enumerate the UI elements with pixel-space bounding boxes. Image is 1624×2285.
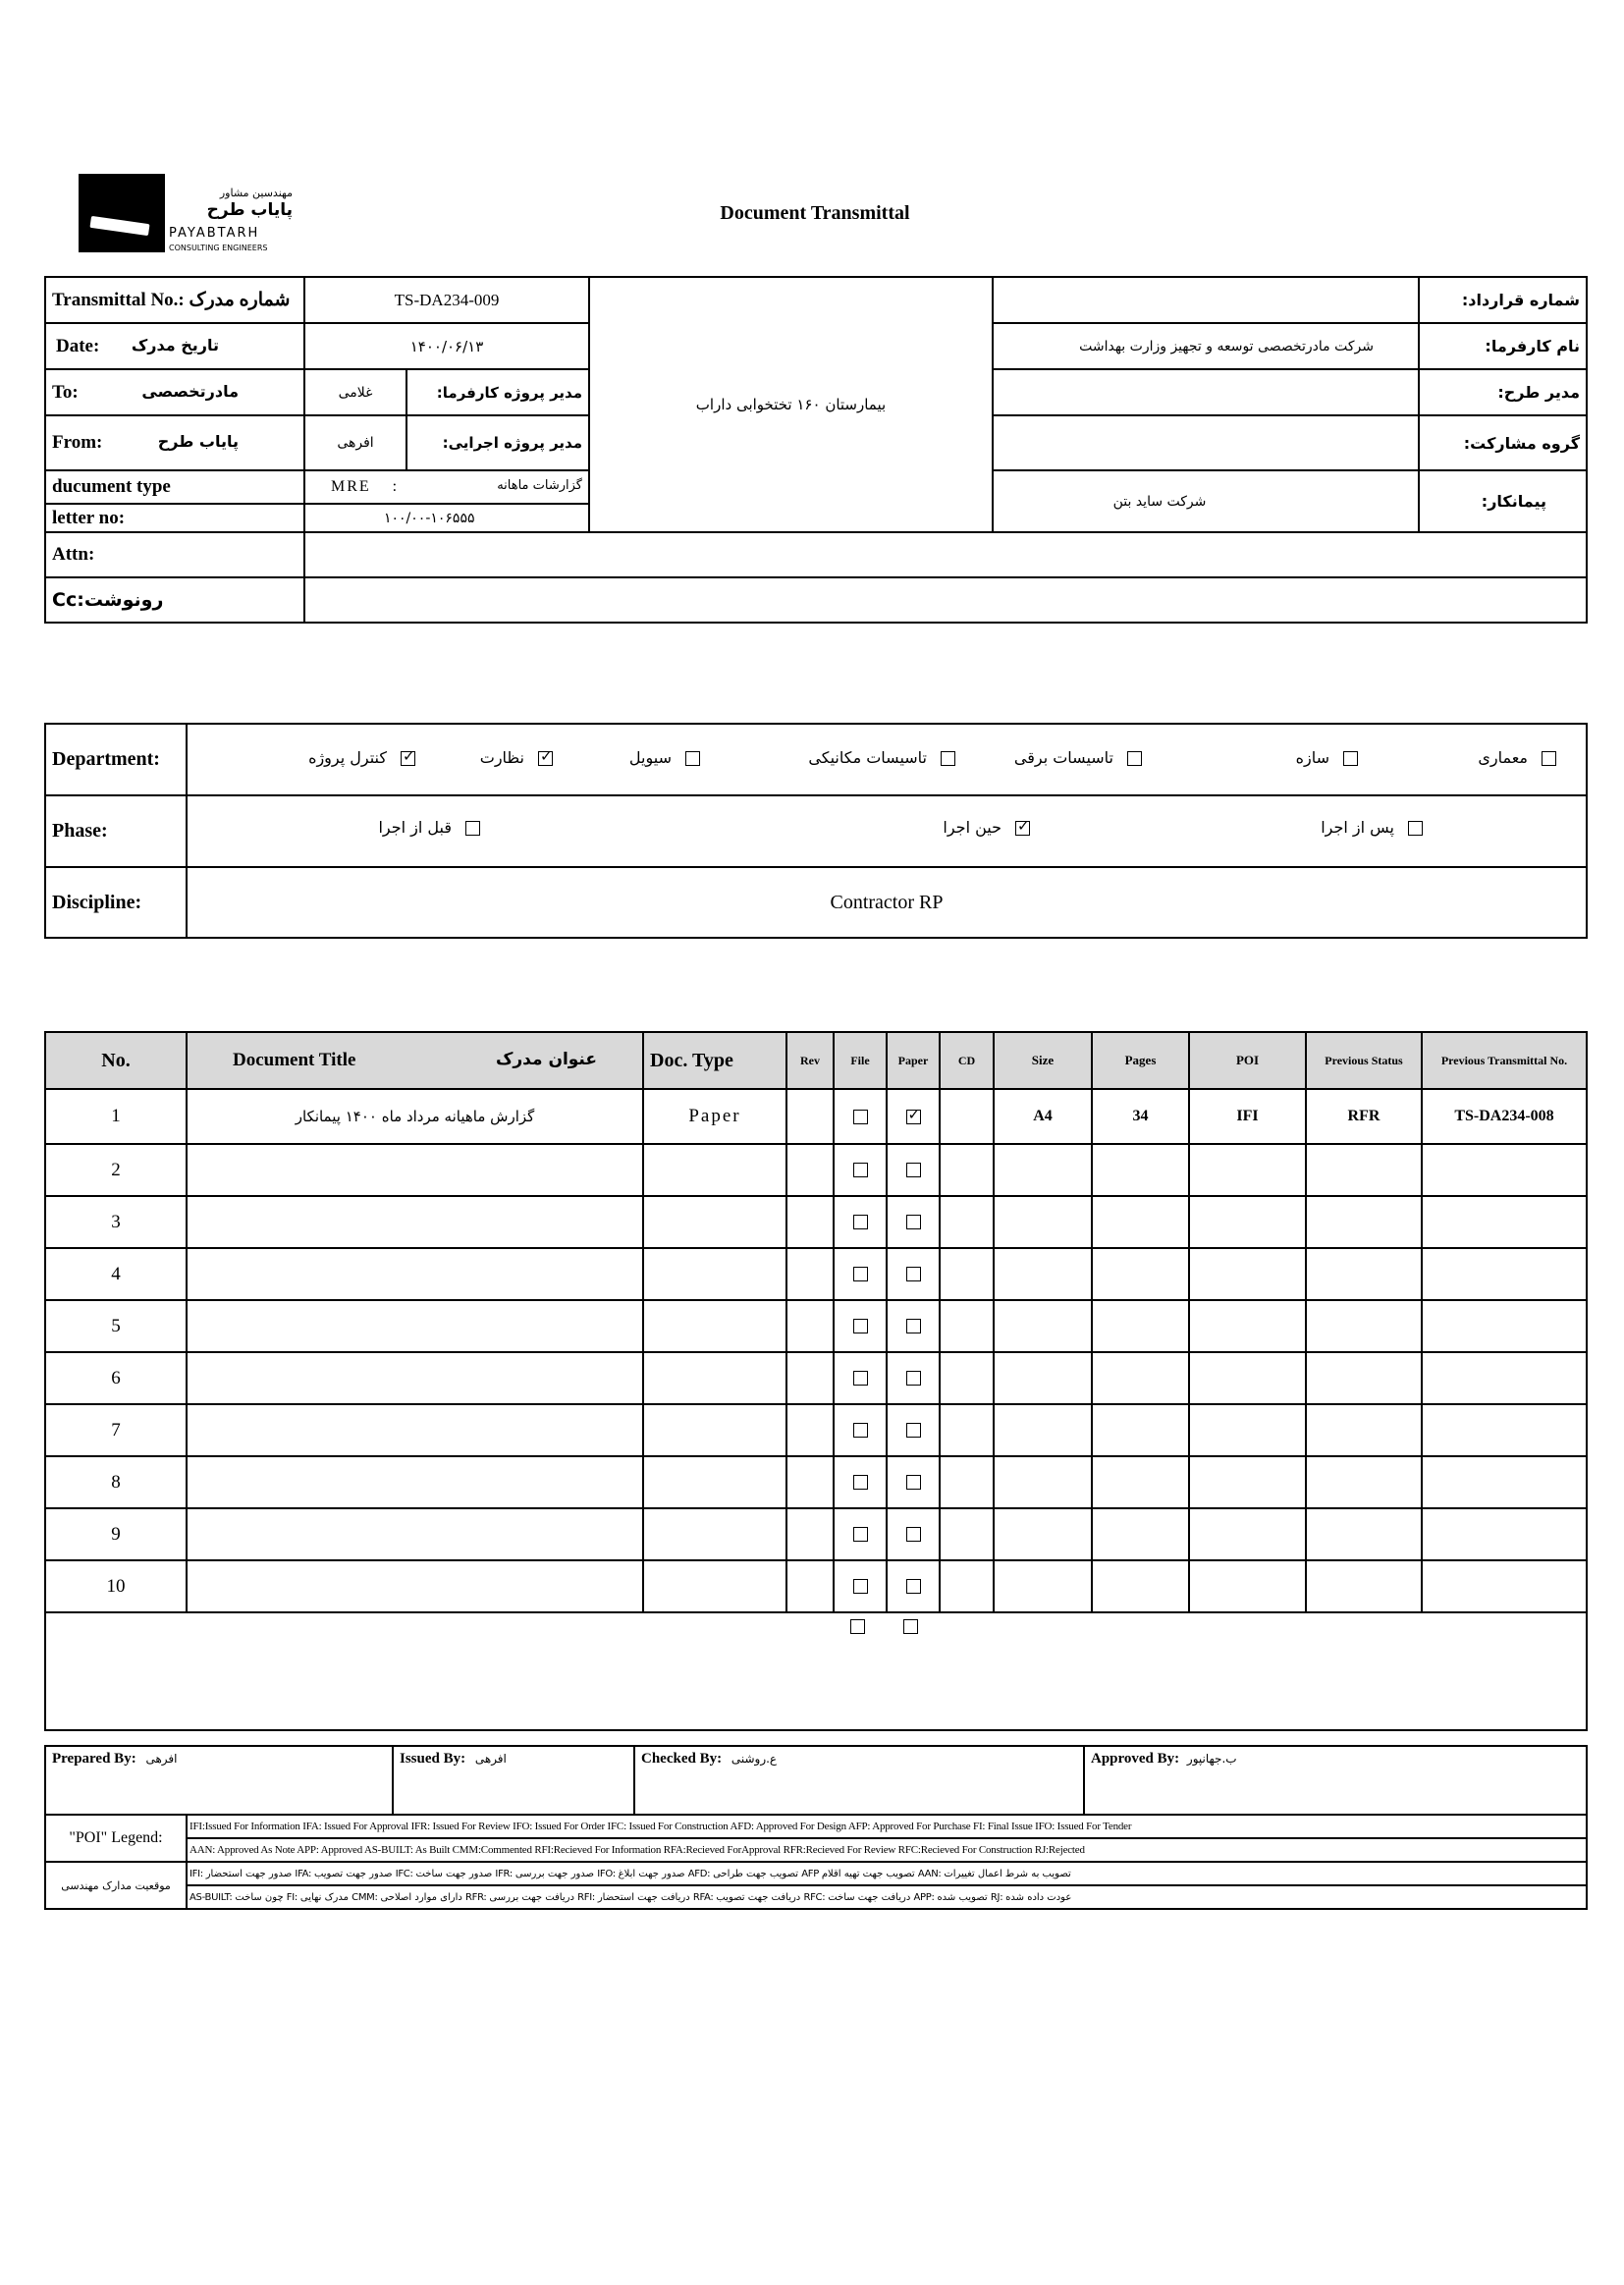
header-prev-no: Previous Transmittal No. [1422,1032,1587,1089]
extra-file-checkbox[interactable] [850,1619,865,1634]
cell-size [994,1196,1092,1248]
issued-value: افرهی [474,1752,507,1766]
header-pages: Pages [1092,1032,1189,1089]
cell-pages [1092,1248,1189,1300]
cell-size [994,1144,1092,1196]
cc-label: Cc:رونوشت [52,589,164,611]
cell-paper [887,1456,940,1508]
cell-cd [940,1560,994,1612]
cell-prev-status [1306,1456,1422,1508]
cell-title [187,1508,643,1560]
phase-option[interactable] [943,818,1030,837]
cell-size [994,1248,1092,1300]
cell-prev-status: RFR [1306,1089,1422,1144]
cell-size [994,1352,1092,1404]
date-fa-label: تاریخ مدرک [131,335,219,354]
prepared-cell [45,1746,393,1815]
phase-checkbox[interactable] [1408,821,1423,836]
cell-no: 5 [45,1300,187,1352]
cell-rev [786,1144,834,1196]
cell-pages: 34 [1092,1089,1189,1144]
cell-file [834,1508,887,1560]
department-option[interactable] [480,748,553,767]
cc-label-cell [45,577,304,623]
approved-cell [1084,1746,1587,1815]
to-cell [45,369,304,415]
letter-label: letter no: [45,504,304,532]
department-options [187,724,1587,795]
cell-type [643,1144,786,1196]
from-person: افرهی [304,415,406,470]
paper-checkbox[interactable] [906,1475,921,1490]
department-option-label: سیویل [628,748,672,767]
file-checkbox[interactable] [853,1110,868,1124]
header-title-fa: عنوان مدرک [495,1050,597,1069]
cell-pages [1092,1300,1189,1352]
doctype-label: ducument type [45,470,304,504]
from-label: From: [52,432,103,453]
discipline-value: Contractor RP [187,867,1587,938]
contract-label: شماره قرارداد: [1419,277,1587,323]
cell-no: 10 [45,1560,187,1612]
cell-pages [1092,1144,1189,1196]
department-option[interactable] [629,748,700,767]
cell-paper [887,1196,940,1248]
department-option-label: معماری [1478,748,1528,767]
header-poi: POI [1189,1032,1306,1089]
cell-type [643,1404,786,1456]
department-checkbox[interactable] [538,751,553,766]
table-row [45,1404,1587,1456]
signature-table [44,1745,1588,1910]
cell-poi [1189,1144,1306,1196]
department-checkbox[interactable] [941,751,955,766]
cell-rev [786,1560,834,1612]
department-option[interactable] [1014,748,1142,767]
cell-type [643,1456,786,1508]
header-file: File [834,1032,887,1089]
cell-poi [1189,1352,1306,1404]
cell-prev-status [1306,1352,1422,1404]
cell-prev-status [1306,1248,1422,1300]
cell-paper [887,1300,940,1352]
cell-rev [786,1456,834,1508]
cell-type [643,1248,786,1300]
cell-title [187,1560,643,1612]
department-option-label: نظارت [479,748,524,767]
cell-file [834,1352,887,1404]
cell-prev-no [1422,1508,1587,1560]
cell-poi [1189,1248,1306,1300]
design-mgr-value [993,369,1419,415]
cell-cd [940,1300,994,1352]
phase-checkbox[interactable] [465,821,480,836]
cell-file [834,1089,887,1144]
exec-pm-label: مدیر پروژه اجرایی: [406,415,589,470]
cell-no: 7 [45,1404,187,1456]
checked-cell [634,1746,1084,1815]
cell-prev-no [1422,1248,1587,1300]
header-doctype: Doc. Type [643,1032,786,1089]
file-checkbox[interactable] [853,1163,868,1177]
logo-mark [79,174,165,252]
attn-value[interactable] [304,532,1587,577]
approved-label: Approved By: [1091,1751,1180,1767]
cell-rev [786,1508,834,1560]
cell-title [187,1300,643,1352]
phase-option-label: حین اجرا [943,818,1001,837]
cell-pages [1092,1352,1189,1404]
cell-prev-status [1306,1508,1422,1560]
discipline-label: Discipline: [45,867,187,938]
table-row [45,1248,1587,1300]
department-label: Department: [45,724,187,795]
header-cd: CD [940,1032,994,1089]
cell-size [994,1560,1092,1612]
header-rev: Rev [786,1032,834,1089]
cell-type [643,1508,786,1560]
cell-no: 6 [45,1352,187,1404]
table-row [45,1300,1587,1352]
department-checkbox[interactable] [1127,751,1142,766]
cell-cd [940,1508,994,1560]
department-checkbox[interactable] [685,751,700,766]
cell-prev-no [1422,1404,1587,1456]
cell-cd [940,1248,994,1300]
cell-size [994,1456,1092,1508]
department-option[interactable] [1478,748,1556,767]
cell-paper [887,1508,940,1560]
cell-paper [887,1352,940,1404]
department-option-label: کنترل پروژه [308,748,387,767]
header-no: No. [45,1032,187,1089]
cell-prev-no [1422,1196,1587,1248]
cell-type [643,1560,786,1612]
to-label: To: [52,381,79,403]
phase-option-label: قبل از اجرا [378,818,452,837]
doctype-sep: : [392,478,398,495]
cell-prev-no: TS-DA234-008 [1422,1089,1587,1144]
paper-checkbox[interactable] [906,1579,921,1594]
cell-rev [786,1089,834,1144]
header-paper: Paper [887,1032,940,1089]
cell-cd [940,1352,994,1404]
cell-no: 3 [45,1196,187,1248]
phase-option-label: پس از اجرا [1321,818,1394,837]
phase-option[interactable] [1321,818,1423,837]
contractor-label: پیمانکار: [1419,470,1587,532]
approved-value: ب.جهانپور [1186,1752,1237,1766]
cell-cd [940,1089,994,1144]
cell-poi [1189,1508,1306,1560]
transmittal-value: TS-DA234-009 [304,277,589,323]
cell-title [187,1456,643,1508]
department-option[interactable] [808,748,955,767]
department-checkbox[interactable] [401,751,415,766]
file-checkbox[interactable] [853,1267,868,1281]
documents-table [44,1031,1588,1731]
cell-type: Paper [643,1089,786,1144]
issued-label: Issued By: [400,1751,466,1767]
cell-prev-no [1422,1352,1587,1404]
cell-prev-status [1306,1560,1422,1612]
employer-value: شرکت مادرتخصصی توسعه و تجهیز وزارت بهداشت [993,323,1419,369]
cell-size [994,1300,1092,1352]
cell-prev-status [1306,1404,1422,1456]
cell-paper [887,1144,940,1196]
cell-paper [887,1560,940,1612]
logo-line2: پایاب طرح [206,200,293,220]
cell-title [187,1196,643,1248]
header-title-en: Document Title [233,1050,356,1070]
from-value: پایاب طرح [157,432,239,451]
cell-rev [786,1404,834,1456]
header-prev-status: Previous Status [1306,1032,1422,1089]
attn-label-cell [45,532,304,577]
cell-poi [1189,1456,1306,1508]
cell-size: A4 [994,1089,1092,1144]
file-checkbox[interactable] [853,1371,868,1386]
cell-prev-status [1306,1196,1422,1248]
cell-poi [1189,1404,1306,1456]
cell-title: گزارش ماهیانه مرداد ماه ۱۴۰۰ پیمانکار [187,1089,643,1144]
date-label: Date: [56,335,100,356]
cell-paper [887,1248,940,1300]
department-checkbox[interactable] [1542,751,1556,766]
file-checkbox[interactable] [853,1579,868,1594]
cell-rev [786,1300,834,1352]
cell-prev-no [1422,1144,1587,1196]
prepared-value: افرهی [145,1752,178,1766]
cell-title [187,1248,643,1300]
date-row-label [45,323,304,369]
extra-paper-checkbox[interactable] [903,1619,918,1634]
design-mgr-label: مدیر طرح: [1419,369,1587,415]
cell-prev-status [1306,1300,1422,1352]
logo-line1: مهندسین مشاور [219,187,293,199]
cell-cd [940,1196,994,1248]
cell-file [834,1248,887,1300]
cell-file [834,1196,887,1248]
issued-cell [393,1746,634,1815]
file-checkbox[interactable] [853,1423,868,1438]
cell-pages [1092,1404,1189,1456]
cell-cd [940,1456,994,1508]
legend-label: "POI" Legend: [45,1815,187,1862]
contract-value [993,277,1419,323]
file-checkbox[interactable] [853,1215,868,1229]
paper-checkbox[interactable] [906,1319,921,1333]
to-value: مادرتخصصی [141,381,239,401]
department-option[interactable] [1296,748,1358,767]
cell-prev-no [1422,1560,1587,1612]
doctype-cell [304,470,589,504]
paper-checkbox[interactable] [906,1371,921,1386]
partner-label: گروه مشارکت: [1419,415,1587,470]
cell-file [834,1560,887,1612]
cell-pages [1092,1196,1189,1248]
cell-cd [940,1404,994,1456]
date-value: ۱۴۰۰/۰۶/۱۳ [304,323,589,369]
table-row [45,1456,1587,1508]
phase-option[interactable] [378,818,480,837]
legend-fa-line1: IFI: صدور جهت استحضار IFA: صدور جهت تصویب IFC: صدور جهت ساخت IFR: صدور جهت بررسی IFO: صدور جهت ابلاغ AFD: تصویب جهت طراحی AFP تصویب جهت تهیه اقلام AAN: تصویب به شرط اعمال تغییرات [187,1862,1587,1885]
department-checkbox[interactable] [1343,751,1358,766]
attn-label: Attn: [52,544,95,565]
cell-prev-no [1422,1456,1587,1508]
file-checkbox[interactable] [853,1475,868,1490]
cell-rev [786,1352,834,1404]
file-checkbox[interactable] [853,1319,868,1333]
docs-extra-area [45,1612,1587,1730]
paper-checkbox[interactable] [906,1527,921,1542]
header-title [187,1032,643,1089]
cell-type [643,1196,786,1248]
cell-title [187,1404,643,1456]
cell-cd [940,1144,994,1196]
classification-table [44,723,1588,939]
department-option-label: تاسیسات مکانیکی [808,748,927,767]
cell-paper [887,1404,940,1456]
cell-no: 9 [45,1508,187,1560]
cell-file [834,1144,887,1196]
phase-options [187,795,1587,867]
cell-size [994,1404,1092,1456]
cell-pages [1092,1508,1189,1560]
doctype-fa: گزارشات ماهانه [497,478,582,493]
cell-paper [887,1089,940,1144]
cell-no: 1 [45,1089,187,1144]
cell-no: 2 [45,1144,187,1196]
partner-value [993,415,1419,470]
table-row [45,1089,1587,1144]
phase-checkbox[interactable] [1015,821,1030,836]
cc-value[interactable] [304,577,1587,623]
cell-title [187,1144,643,1196]
paper-checkbox[interactable] [906,1423,921,1438]
table-row [45,1144,1587,1196]
paper-checkbox[interactable] [906,1215,921,1229]
to-person: غلامی [304,369,406,415]
paper-checkbox[interactable] [906,1163,921,1177]
cell-rev [786,1248,834,1300]
file-checkbox[interactable] [853,1527,868,1542]
header-size: Size [994,1032,1092,1089]
department-option[interactable] [308,748,415,767]
department-option-label: تاسیسات برقی [1013,748,1113,767]
employer-label: نام کارفرما: [1419,323,1587,369]
table-row [45,1508,1587,1560]
cell-poi: IFI [1189,1089,1306,1144]
cell-file [834,1456,887,1508]
department-option-label: سازه [1295,748,1329,767]
legend-fa-label: موقعیت مدارک مهندسی [45,1862,187,1909]
table-row [45,1352,1587,1404]
table-row [45,1560,1587,1612]
prepared-label: Prepared By: [52,1751,136,1767]
transmittal-label: Transmittal No.: شماره مدرک [45,277,304,323]
project-name: بیمارستان ۱۶۰ تختخوابی داراب [589,277,993,532]
cell-no: 8 [45,1456,187,1508]
paper-checkbox[interactable] [906,1267,921,1281]
cell-prev-no [1422,1300,1587,1352]
cell-rev [786,1196,834,1248]
contractor-value: شرکت ساید بتن [993,470,1419,532]
from-cell [45,415,304,470]
cell-file [834,1404,887,1456]
cell-type [643,1352,786,1404]
cell-poi [1189,1560,1306,1612]
page-title: Document Transmittal [720,202,910,224]
logo-line3: PAYABTARH [169,226,260,241]
logo-line4: CONSULTING ENGINEERS [169,244,268,252]
legend-fa-line2: AS-BUILT: چون ساخت FI: مدرک نهایی CMM: دارای موارد اصلاحی RFR: دریافت جهت بررسی RFI: دریافت جهت استحضار RFA: دریافت جهت تصویب RFC: دریافت جهت ساخت APP: تصویب شده RJ: عودت داده شده [187,1885,1587,1909]
legend-line2: AAN: Approved As Note APP: Approved AS-BUILT: As Built CMM:Commented RFI:Recieved For Information RFA:Recieved ForApproval RFR:Recieved For Review RFC:Recieved For Construction RJ:Rejected [187,1838,1587,1862]
cell-no: 4 [45,1248,187,1300]
doctype-value: MRE [331,478,371,495]
cell-type [643,1300,786,1352]
cell-pages [1092,1456,1189,1508]
cell-size [994,1508,1092,1560]
legend-line1: IFI:Issued For Information IFA: Issued For Approval IFR: Issued For Review IFO: Issued For Order IFC: Issued For Construction AFD: Approved For Design AFP: Approved For Purchase FI: Final Issue IFO: Issued For Tender [187,1815,1587,1838]
cell-title [187,1352,643,1404]
cell-file [834,1300,887,1352]
checked-value: ع.روشنی [731,1752,778,1766]
letter-value: ۱۰۰/۰۰-۱۰۶۵۵۵ [304,504,589,532]
phase-label: Phase: [45,795,187,867]
checked-label: Checked By: [641,1751,723,1767]
cell-poi [1189,1300,1306,1352]
cell-pages [1092,1560,1189,1612]
client-pm-label: مدیر پروژه کارفرما: [406,369,589,415]
paper-checkbox[interactable] [906,1110,921,1124]
info-table [44,276,1588,624]
table-row [45,1196,1587,1248]
cell-prev-status [1306,1144,1422,1196]
cell-poi [1189,1196,1306,1248]
